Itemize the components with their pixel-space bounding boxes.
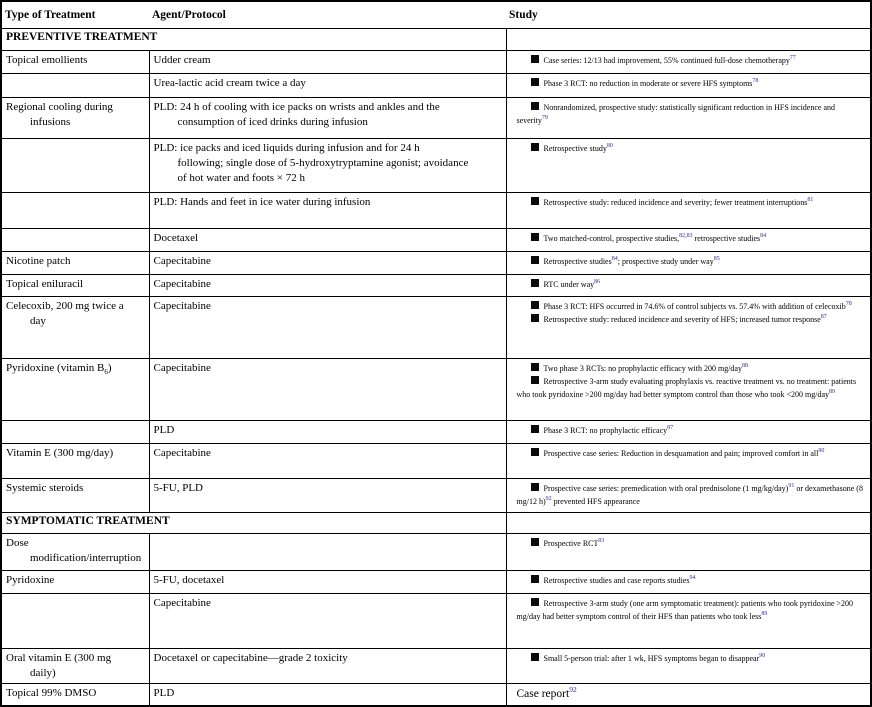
treatment-cell — [1, 684, 149, 706]
citation-ref[interactable]: 93 — [598, 538, 605, 544]
study-cell — [506, 649, 871, 684]
bullet-square-icon — [531, 143, 539, 151]
agent-cell — [149, 98, 506, 139]
bullet-square-icon — [531, 301, 539, 309]
study-item: Retrospective study: reduced incidence and severity of HFS; increased tumor response$^{87}$ — [517, 313, 865, 326]
cell-line: Dose — [6, 537, 29, 549]
study-item: Retrospective study$^{80}$ — [517, 142, 865, 155]
bullet-square-icon — [531, 363, 539, 371]
table-row — [1, 649, 871, 684]
table-row — [1, 252, 871, 275]
treatment-cell — [1, 51, 149, 74]
agent-cell — [149, 275, 506, 297]
cell-line: of hot water and foots × 72 h — [177, 172, 305, 184]
cell-line: Regional cooling during — [6, 101, 113, 113]
cell-line: modification/interruption — [30, 552, 142, 564]
treatment-cell — [1, 297, 149, 359]
table-row — [1, 534, 871, 571]
agent-cell — [149, 534, 506, 571]
treatment-cell — [1, 193, 149, 229]
citation-ref[interactable]: 90 — [759, 653, 766, 659]
agent-cell — [149, 594, 506, 649]
table-row — [1, 479, 871, 513]
study-item: Case series: 12/13 had improvement, 55% continued full-dose chemotherapy$^{77}$ — [517, 54, 865, 67]
citation-ref[interactable]: 87 — [667, 425, 674, 431]
treatment-cell — [1, 359, 149, 421]
cell-line: daily) — [30, 667, 56, 679]
cell-line: Docetaxel — [153, 232, 199, 244]
study-item: Prospective case series: premedication with oral prednisolone (1 mg/kg/day)$^{91}$ or dexamethasone (8 mg/12 h)$^{92}$ prevented HFS appearance — [516, 483, 863, 506]
study-item: Case report$^{92}$ — [516, 685, 577, 700]
agent-cell — [149, 359, 506, 421]
study-cell — [506, 684, 871, 706]
cell-line: Udder cream — [153, 54, 211, 66]
study-cell — [506, 421, 871, 444]
study-item: RTC under way$^{86}$ — [517, 278, 865, 291]
treatment-table-body — [1, 29, 871, 706]
study-item: Prospective case series: Reduction in desquamation and pain; improved comfort in all$^{90}$ — [517, 447, 865, 460]
table-row — [1, 139, 871, 193]
section-title: SYMPTOMATIC TREATMENT — [1, 513, 506, 534]
cell-line: Nicotine patch — [6, 255, 71, 267]
study-cell — [506, 479, 871, 513]
cell-line: Topical emollients — [6, 54, 88, 66]
cell-line: Capecitabine — [153, 255, 211, 267]
bullet-square-icon — [531, 256, 539, 264]
cell-line: Capecitabine — [153, 362, 211, 374]
citation-ref[interactable]: 92 — [569, 685, 577, 694]
cell-line: Pyridoxine — [6, 574, 55, 586]
agent-cell — [149, 684, 506, 706]
table-row — [1, 297, 871, 359]
cell-line: consumption of iced drinks during infusion — [177, 116, 368, 128]
cell-line: Systemic steroids — [6, 482, 84, 494]
study-cell-empty — [506, 513, 871, 534]
study-item: Retrospective 3-arm study (one arm symptomatic treatment): patients who took pyridoxine >200 mg/day had better symptom control of their HFS than patients who took less$^{89}$ — [516, 599, 854, 621]
study-cell — [506, 74, 871, 98]
study-cell — [506, 229, 871, 252]
cell-line: Celecoxib, 200 mg twice a — [6, 300, 124, 312]
bullet-square-icon — [531, 425, 539, 433]
treatment-cell — [1, 229, 149, 252]
agent-cell — [149, 139, 506, 193]
cell-line: PLD — [153, 424, 175, 436]
treatment-cell — [1, 139, 149, 193]
study-cell — [506, 444, 871, 479]
treatment-cell — [1, 98, 149, 139]
study-item: Nonrandomized, prospective study: statistically significant reduction in HFS incidence and severity$^{79}$ — [516, 103, 835, 125]
column-header-study: Study — [506, 1, 871, 29]
cell-line: infusions — [30, 116, 71, 128]
study-cell — [506, 571, 871, 594]
citation-ref[interactable]: 89 — [829, 389, 836, 395]
table-row — [1, 74, 871, 98]
cell-line: PLD: 24 h of cooling with ice packs on wrists and ankles and the — [153, 101, 440, 113]
bullet-square-icon — [531, 197, 539, 205]
bullet-square-icon — [531, 538, 539, 546]
table-row — [1, 359, 871, 421]
agent-cell — [149, 571, 506, 594]
treatment-cell — [1, 74, 149, 98]
citation-ref[interactable]: 81 — [807, 197, 814, 203]
citation-ref[interactable]: 80 — [606, 143, 613, 149]
header-row — [1, 1, 871, 29]
study-cell — [506, 98, 871, 139]
bullet-square-icon — [531, 448, 539, 456]
agent-cell — [149, 229, 506, 252]
bullet-square-icon — [531, 653, 539, 661]
bullet-square-icon — [531, 78, 539, 86]
citation-ref[interactable]: 78 — [845, 301, 852, 307]
cell-line: Docetaxel or capecitabine—grade 2 toxicity — [153, 652, 348, 664]
study-item: Small 5-person trial: after 1 wk, HFS symptoms began to disappear$^{90}$ — [517, 652, 865, 665]
agent-cell — [149, 444, 506, 479]
study-cell — [506, 359, 871, 421]
section-header-row — [1, 29, 871, 51]
bullet-square-icon — [531, 55, 539, 63]
citation-ref[interactable]: 92 — [545, 496, 552, 502]
cell-line: Capecitabine — [153, 278, 211, 290]
section-title: PREVENTIVE TREATMENT — [1, 29, 506, 51]
treatment-cell — [1, 421, 149, 444]
table-row — [1, 594, 871, 649]
bullet-square-icon — [531, 102, 539, 110]
study-item: Phase 3 RCT: no reduction in moderate or severe HFS symptoms$^{78}$ — [517, 77, 865, 90]
cell-line: following; single dose of 5-hydroxytryptamine agonist; avoidance — [177, 157, 469, 169]
cell-line: Pyridoxine (vitamin $B_6$) — [6, 362, 112, 377]
citation-ref[interactable]: 88 — [741, 363, 748, 369]
cell-line: Capecitabine — [153, 300, 211, 312]
cell-line: PLD: Hands and feet in ice water during infusion — [153, 196, 371, 208]
bullet-square-icon — [531, 233, 539, 241]
table-row — [1, 275, 871, 297]
study-item: Retrospective study: reduced incidence and severity; fewer treatment interruptions$^{81}$ — [517, 196, 865, 209]
citation-ref[interactable]: 91 — [788, 483, 795, 489]
table-row — [1, 51, 871, 74]
table-row — [1, 571, 871, 594]
study-item: Phase 3 RCT: no prophylactic efficacy$^{87}$ — [517, 424, 865, 437]
cell-line: PLD: ice packs and iced liquids during infusion and for 24 h — [153, 142, 420, 154]
bullet-square-icon — [531, 376, 539, 384]
table-row — [1, 98, 871, 139]
treatment-cell — [1, 649, 149, 684]
bullet-square-icon — [531, 575, 539, 583]
agent-cell — [149, 479, 506, 513]
bullet-square-icon — [531, 598, 539, 606]
cell-line: Oral vitamin E (300 mg — [6, 652, 112, 664]
cell-line: Topical 99% DMSO — [6, 687, 97, 699]
treatment-cell — [1, 252, 149, 275]
cell-line: Vitamin E (300 mg/day) — [6, 447, 114, 459]
study-item: Prospective RCT$^{93}$ — [517, 537, 865, 550]
treatment-cell — [1, 444, 149, 479]
citation-ref[interactable]: 78 — [752, 78, 759, 84]
treatment-cell — [1, 571, 149, 594]
study-item: Two matched-control, prospective studies,$^{82,83}$ retrospective studies$^{84}$ — [517, 232, 865, 245]
study-item: Two phase 3 RCTs: no prophylactic efficacy with 200 mg/day$^{88}$ — [517, 362, 865, 375]
agent-cell — [149, 649, 506, 684]
citation-ref[interactable]: 94 — [689, 575, 696, 581]
study-cell — [506, 139, 871, 193]
study-item: Retrospective studies$^{84}$; prospective study under way$^{85}$ — [517, 255, 865, 268]
cell-line: Capecitabine — [153, 597, 211, 609]
cell-line: 5-FU, PLD — [153, 482, 204, 494]
agent-cell — [149, 421, 506, 444]
citation-ref[interactable]: 79 — [541, 115, 548, 121]
bullet-square-icon — [531, 279, 539, 287]
study-item: Retrospective studies and case reports studies$^{94}$ — [517, 574, 865, 587]
citation-ref[interactable]: 82,83 — [679, 233, 693, 239]
bullet-square-icon — [531, 314, 539, 322]
cell-line: Urea-lactic acid cream twice a day — [153, 77, 306, 89]
study-cell — [506, 297, 871, 359]
citation-ref[interactable]: 87 — [820, 314, 827, 320]
agent-cell — [149, 252, 506, 275]
cell-line: Topical eniluracil — [6, 278, 84, 290]
citation-ref[interactable]: 89 — [761, 611, 768, 617]
agent-cell — [149, 51, 506, 74]
table-row — [1, 444, 871, 479]
study-cell — [506, 534, 871, 571]
column-header-treatment: Type of Treatment — [1, 1, 149, 29]
study-cell — [506, 252, 871, 275]
citation-ref[interactable]: 86 — [594, 279, 601, 285]
treatment-cell — [1, 534, 149, 571]
table-row — [1, 229, 871, 252]
citation-ref[interactable]: 85 — [713, 256, 720, 262]
treatment-cell — [1, 275, 149, 297]
study-cell-empty — [506, 29, 871, 51]
section-header-row — [1, 513, 871, 534]
study-item: Phase 3 RCT: HFS occurred in 74.6% of control subjects vs. 57.4% with addition of celecoxib$^{78}$ — [517, 300, 865, 313]
cell-line: Capecitabine — [153, 447, 211, 459]
citation-ref[interactable]: 84 — [760, 233, 767, 239]
study-item: Retrospective 3-arm study evaluating prophylaxis vs. reactive treatment vs. no treatment: patients who took pyridoxine >200 mg/day had better symptom control than those who took <200 mg/day$^{89}$ — [516, 377, 857, 399]
citation-ref[interactable]: 90 — [818, 448, 825, 454]
agent-cell — [149, 193, 506, 229]
subscript-text: 6 — [104, 368, 108, 377]
cell-line: day — [30, 315, 46, 327]
table-row — [1, 421, 871, 444]
agent-cell — [149, 74, 506, 98]
citation-ref[interactable]: 84 — [611, 256, 618, 262]
column-header-agent: Agent/Protocol — [149, 1, 506, 29]
cell-line: 5-FU, docetaxel — [153, 574, 225, 586]
table-row — [1, 684, 871, 706]
study-cell — [506, 51, 871, 74]
treatment-cell — [1, 479, 149, 513]
table-row — [1, 193, 871, 229]
treatment-cell — [1, 594, 149, 649]
bullet-square-icon — [531, 483, 539, 491]
citation-ref[interactable]: 77 — [789, 55, 796, 61]
study-cell — [506, 275, 871, 297]
study-cell — [506, 594, 871, 649]
agent-cell — [149, 297, 506, 359]
cell-line: PLD — [153, 687, 175, 699]
study-cell — [506, 193, 871, 229]
